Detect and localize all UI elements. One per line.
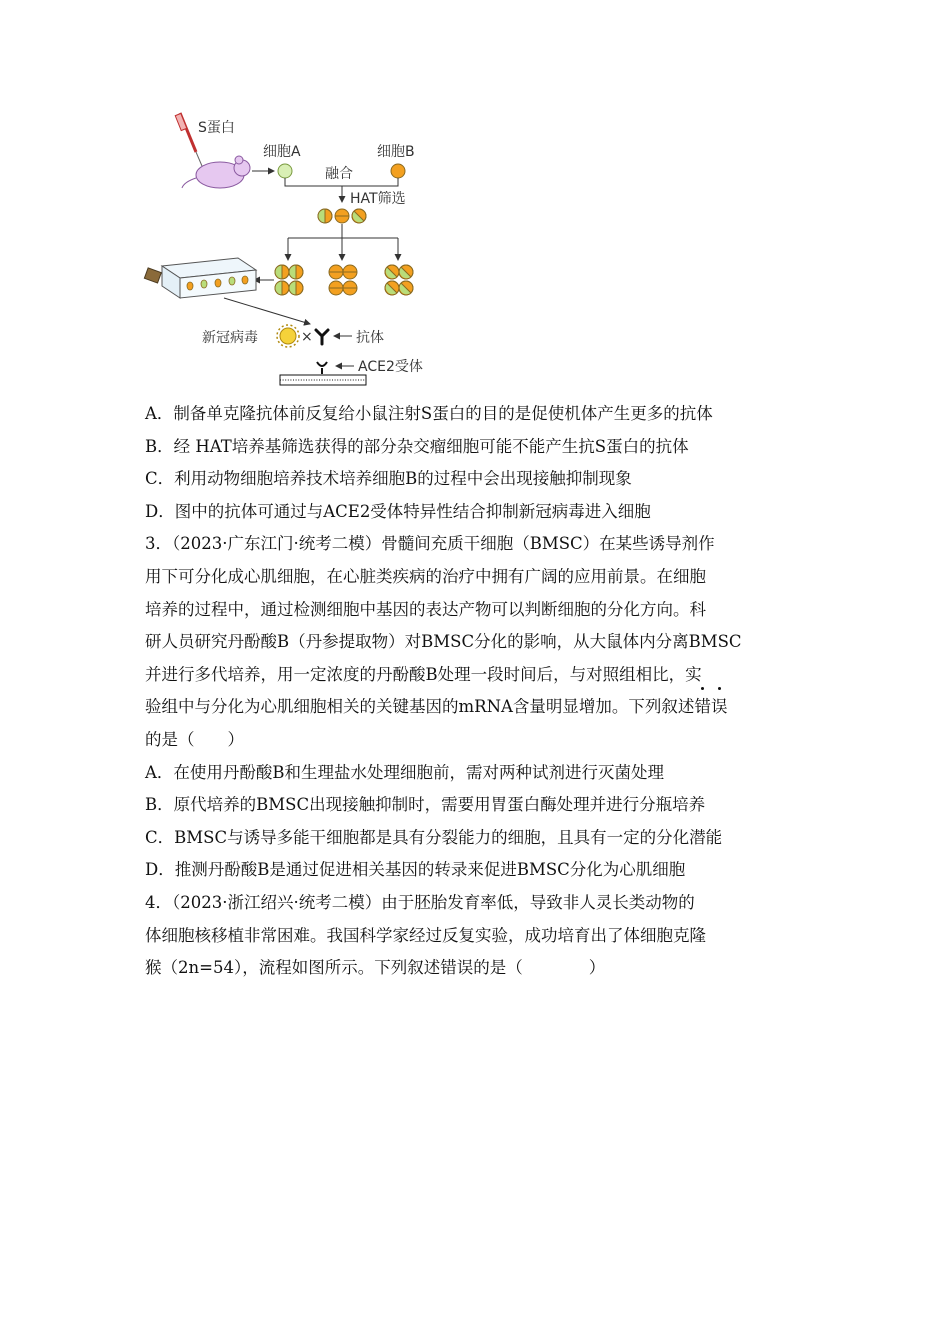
option-3c: C．BMSC与诱导多能干细胞都是具有分裂能力的细胞，且具有一定的分化潜能 [145, 827, 723, 847]
ace2-label: ACE2受体 [358, 359, 423, 375]
option-2a: A．制备单克隆抗体前反复给小鼠注射S蛋白的目的是促使机体产生更多的抗体 [145, 404, 713, 423]
option-3b: B．原代培养的BMSC出现接触抑制时，需要用胃蛋白酶处理并进行分瓶培养 [145, 795, 706, 815]
option-3d: D．推测丹酚酸B是通过促进相关基因的转录来促进BMSC分化为心肌细胞 [145, 860, 686, 880]
clone-group-1 [275, 265, 303, 295]
option-2c: C．利用动物细胞培养技术培养细胞B的过程中会出现接触抑制现象 [145, 469, 632, 489]
clone-group-3 [385, 265, 413, 295]
option-3a: A．在使用丹酚酸B和生理盐水处理细胞前，需对两种试剂进行灭菌处理 [145, 762, 665, 782]
times-symbol: × [301, 329, 313, 345]
cell-membrane [280, 375, 366, 385]
question-4-line-2: 体细胞核移植非常困难。我国科学家经过反复实验，成功培育出了体细胞克隆 [145, 925, 706, 945]
antibody-icon [316, 330, 328, 344]
hybridoma-figure [140, 108, 440, 394]
culture-flask-icon [144, 258, 256, 298]
cell-b [391, 164, 405, 178]
option-2b: B．经 HAT培养基筛选获得的部分杂交瘤细胞可能不能产生抗S蛋白的抗体 [145, 436, 689, 456]
hybrid-cells-row [318, 209, 366, 223]
question-3-line-5: 并进行多代培养，用一定浓度的丹酚酸B处理一段时间后，与对照组相比，实 [145, 664, 702, 684]
emphasized-word [694, 697, 727, 716]
hat-label: HAT筛选 [350, 191, 406, 207]
question-3-line-7: 的是（ ） [145, 729, 244, 749]
cell-a-label: 细胞A [263, 144, 301, 160]
s-protein-label: S蛋白 [198, 120, 235, 136]
virus-icon [277, 325, 299, 347]
question-3-line-1: 3．（2023·广东江门·统考二模）骨髓间充质干细胞（BMSC）在某些诱导剂作 [145, 534, 715, 554]
emphasized-char: 误 [711, 691, 728, 724]
emphasized-char: 错 [694, 691, 711, 724]
question-4-line-3: 猴（2n=54），流程如图所示。下列叙述错误的是（ ） [145, 958, 606, 978]
virus-label: 新冠病毒 [202, 330, 258, 346]
question-3-line-4: 研人员研究丹酚酸B（丹参提取物）对BMSC分化的影响，从大鼠体内分离BMSC [145, 632, 742, 652]
clone-group-2 [329, 265, 357, 295]
cell-b-label: 细胞B [377, 144, 415, 160]
question-3-line-3: 培养的过程中，通过检测细胞中基因的表达产物可以判断细胞的分化方向。科 [145, 599, 706, 619]
antibody-label: 抗体 [356, 330, 384, 346]
question-text [145, 398, 825, 985]
option-2d: D．图中的抗体可通过与ACE2受体特异性结合抑制新冠病毒进入细胞 [145, 501, 651, 521]
cell-a [278, 164, 292, 178]
question-3-line-6-text: 验组中与分化为心肌细胞相关的关键基因的mRNA含量明显增加。下列叙述 [145, 697, 695, 717]
question-3-line-2: 用下可分化成心肌细胞，在心脏类疾病的治疗中拥有广阔的应用前景。在细胞 [145, 566, 706, 586]
fusion-label: 融合 [325, 166, 353, 182]
question-4-line-1: 4．（2023·浙江绍兴·统考二模）由于胚胎发育率低，导致非人灵长类动物的 [145, 892, 695, 912]
question-3-line-6 [145, 691, 825, 724]
receptor-icon [317, 362, 327, 374]
mouse-icon [182, 156, 250, 188]
